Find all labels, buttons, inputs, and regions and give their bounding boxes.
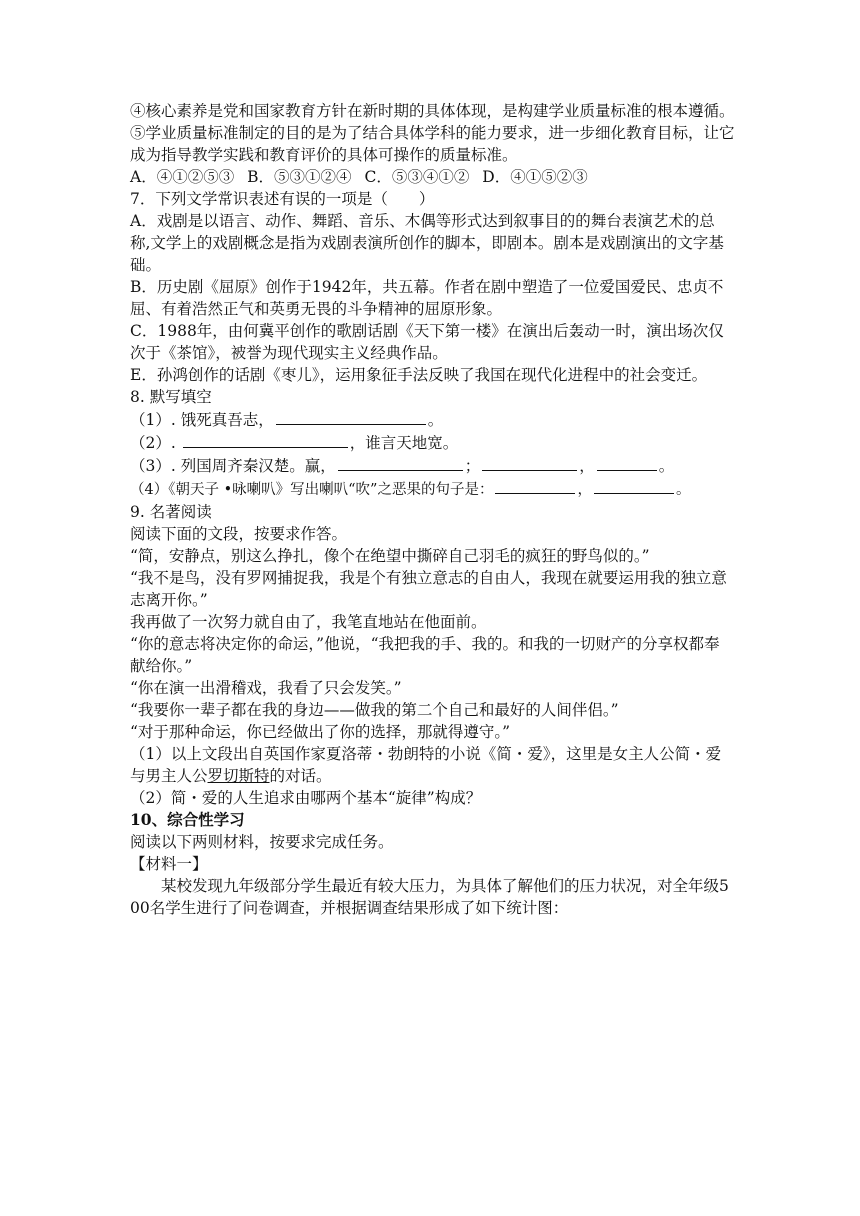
q7-option-a: A．戏剧是以语言、动作、舞蹈、音乐、木偶等形式达到叙事目的的舞台表演艺术的总称,文学上的戏剧概念是指为戏剧表演所创作的脚本，即剧本。剧本是戏剧演出的文字基础。 <box>130 212 724 274</box>
q6-choice-d: D．④①⑤②③ <box>482 168 588 186</box>
fill-blank[interactable] <box>594 477 674 494</box>
q7-option-b: B．历史剧《屈原》创作于1942年，共五幕。作者在剧中塑造了一位爱国爱民、忠贞不屈、有着浩然正气和英勇无畏的斗争精神的屈原形象。 <box>130 278 724 318</box>
q8-line-2 <box>130 431 735 454</box>
q9-subquestion-2: （2）简・爱的人生追求由哪两个基本“旋律”构成？ <box>130 789 482 807</box>
fill-blank[interactable] <box>338 454 463 471</box>
q8-title: 8. 默写填空 <box>130 388 212 406</box>
q8-l2-end: ，谁言天地宽。 <box>349 434 459 452</box>
q7-option-c: C．1988年，由何冀平创作的歌剧话剧《天下第一楼》在演出后轰动一时，演出场次仅次于《茶馆》，被誉为现代现实主义经典作品。 <box>130 322 724 362</box>
q8-l4-text: （4）《朝天子 •咏喇叭》写出喇叭“吹”之恶果的句子是： <box>130 482 494 498</box>
q9-intro: 阅读下面的文段，按要求作答。 <box>130 525 348 543</box>
fill-blank[interactable] <box>183 431 348 448</box>
fill-blank[interactable] <box>597 454 657 471</box>
q10-title: 10、综合性学习 <box>130 810 245 829</box>
q9-dialogue-2: “我不是鸟，没有罗网捕捉我，我是个有独立意志的自由人，我现在就要运用我的独立意志离开你。” <box>130 569 727 609</box>
q9-dialogue-6: “我要你一辈子都在我的身边——做我的第二个自己和最好的人间伴侣。” <box>130 701 619 719</box>
fill-blank[interactable] <box>495 477 575 494</box>
document-page <box>130 100 735 919</box>
fill-blank[interactable] <box>276 408 426 425</box>
q9-dialogue-1: “简，安静点，别这么挣扎，像个在绝望中撕碎自己羽毛的疯狂的野鸟似的。” <box>130 547 650 565</box>
q7-option-e: E．孙鸿创作的话剧《枣儿》，运用象征手法反映了我国在现代化进程中的社会变迁。 <box>130 366 708 384</box>
q9-dialogue-5: “你在演一出滑稽戏，我看了只会发笑。” <box>130 679 402 697</box>
q6-item-5: ⑤学业质量标准制定的目的是为了结合具体学科的能力要求，进一步细化教育目标，让它成为指导教学实践和教育评价的具体可操作的质量标准。 <box>130 124 735 164</box>
q10-intro: 阅读以下两则材料，按要求完成任务。 <box>130 833 394 851</box>
q6-choices <box>130 166 735 188</box>
q8-l4-sep: ， <box>577 482 592 498</box>
q8-line-1 <box>130 408 735 431</box>
q6-choice-b: B．⑤③①②④ <box>247 168 352 186</box>
q10-paragraph: 某校发现九年级部分学生最近有较大压力，为具体了解他们的压力状况，对全年级500名学生进行了问卷调查，并根据调查结果形成了如下统计图： <box>130 877 729 917</box>
q9-dialogue-7: “对于那种命运，你已经做出了你的选择，那就得遵守。” <box>130 723 511 741</box>
q9-s1-text: （1）以上文段出自英国作家夏洛蒂・勃朗特的小说《简・爱》，这里是女主人公简・爱与男主人公 <box>130 745 722 785</box>
q8-l3-text: （3）. 列国周齐秦汉楚。赢， <box>130 457 336 475</box>
q8-l3-sep2: ， <box>579 457 595 475</box>
q9-dialogue-3: 我再做了一次努力就自由了，我笔直地站在他面前。 <box>130 613 487 631</box>
q8-l1-end: 。 <box>427 411 444 429</box>
q7-stem: 7．下列文学常识表述有误的一项是（ ） <box>130 190 435 208</box>
q8-line-3 <box>130 454 735 477</box>
fill-blank[interactable] <box>482 454 577 471</box>
q10-material-1-label: 【材料一】 <box>130 855 208 873</box>
q9-s1-end: 的对话。 <box>269 767 332 785</box>
q9-s1-answer: 罗切斯特 <box>207 767 270 785</box>
q8-l3-sep1: ； <box>464 457 481 475</box>
q6-choice-c: C．⑤③④①② <box>364 168 470 186</box>
q8-l1-text: （1）. 饿死真吾志， <box>130 411 274 429</box>
q9-title: 9. 名著阅读 <box>130 503 212 521</box>
q8-l2-text: （2）. <box>130 434 181 452</box>
q9-dialogue-4: “你的意志将决定你的命运，”他说，“我把我的手、我的。和我的一切财产的分享权都奉献给你。” <box>130 635 720 675</box>
q6-item-4: ④核心素养是党和国家教育方针在新时期的具体体现，是构建学业质量标准的根本遵循。 <box>130 102 735 120</box>
q8-line-4 <box>130 477 735 501</box>
q8-l3-end: 。 <box>658 457 675 475</box>
q9-subquestion-1 <box>130 743 735 787</box>
q8-l4-end: 。 <box>675 482 691 498</box>
q6-choice-a: A．④①②⑤③ <box>130 168 235 186</box>
